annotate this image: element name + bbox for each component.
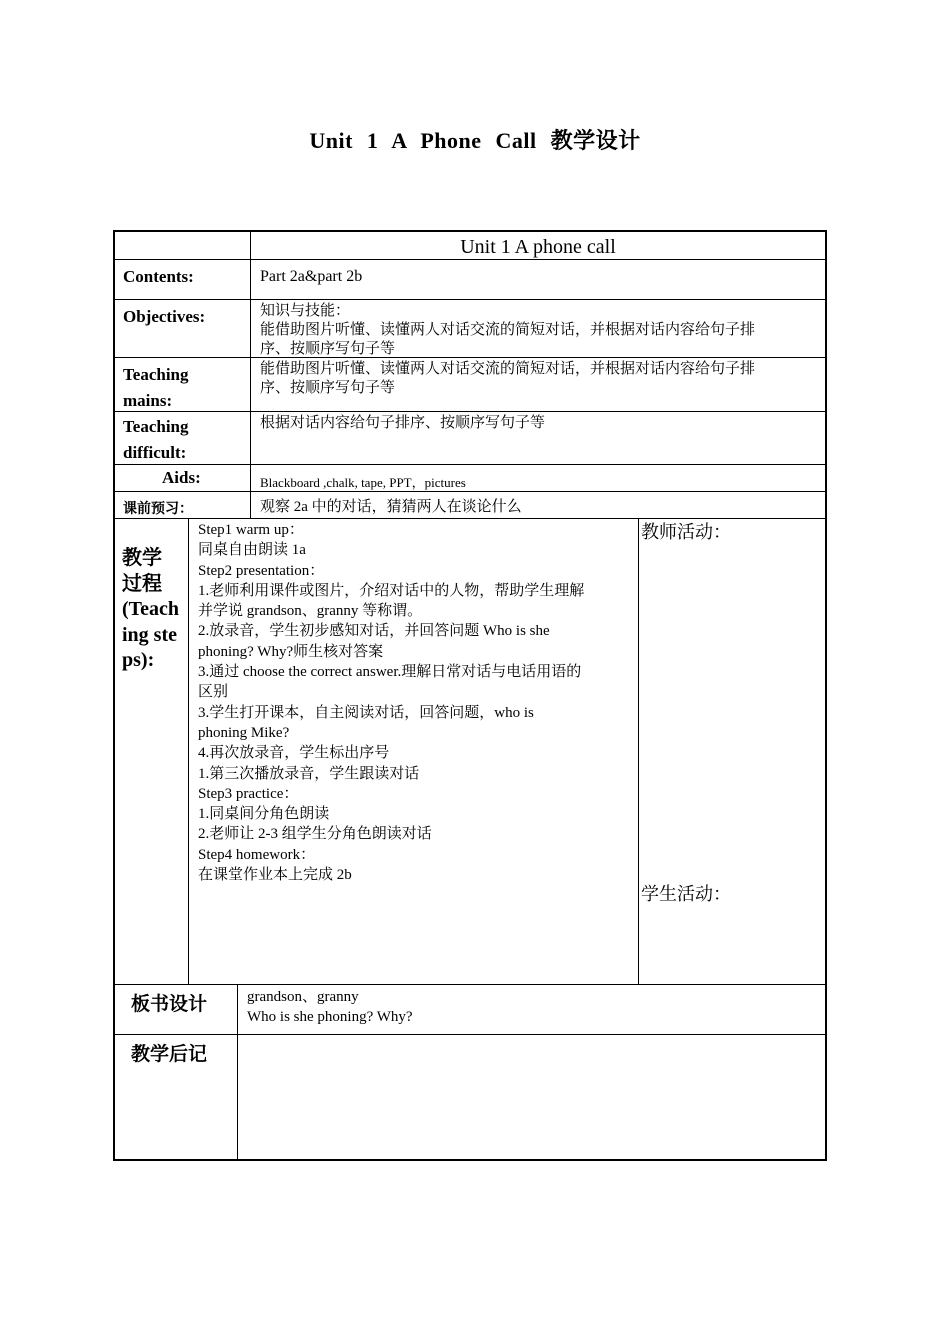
- step-line: 并学说 grandson、granny 等称谓。: [198, 603, 423, 620]
- step-line: 2.老师让 2-3 组学生分角色朗读对话: [198, 826, 432, 843]
- step-line: 区别: [198, 684, 229, 701]
- teaching-mains-label-line: mains:: [123, 391, 173, 410]
- board-design-content: [247, 987, 413, 1027]
- objectives-line: 知识与技能：: [260, 303, 351, 319]
- teaching-mains-label: [123, 362, 189, 414]
- step-line: 2.放录音，学生初步感知对话，并回答问题 Who is she: [198, 623, 550, 640]
- teaching-mains-line: 能借助图片听懂、读懂两人对话交流的简短对话，并根据对话内容给句子排: [260, 361, 756, 377]
- step-line: Step3 practice：: [198, 785, 299, 802]
- reflection-label: 教学后记: [131, 1044, 208, 1065]
- teaching-difficult-label-line: Teaching: [123, 417, 189, 436]
- step-line: Step1 warm up：: [198, 522, 304, 538]
- step-line: Step2 presentation：: [198, 562, 325, 579]
- teaching-difficult-label: [123, 414, 189, 466]
- step-line: phoning? Why?师生核对答案: [198, 643, 384, 660]
- preview-value: 观察 2a 中的对话，猜猜两人在谈论什么: [260, 499, 522, 515]
- objectives-value: [260, 302, 755, 359]
- step-line: 4.再次放录音，学生标出序号: [198, 745, 390, 762]
- student-activity-label: 学生活动：: [641, 884, 731, 904]
- column-divider: [188, 518, 189, 984]
- step-line: 同桌自由朗读 1a: [198, 542, 306, 559]
- table-bottom-border: [113, 1159, 827, 1161]
- column-divider: [250, 231, 251, 518]
- teaching-difficult-label-line: difficult:: [123, 443, 187, 462]
- aids-label: Aids:: [162, 468, 201, 487]
- step-line: Step4 homework：: [198, 846, 316, 863]
- step-line: 3.通过 choose the correct answer.理解日常对话与电话用语的: [198, 664, 582, 681]
- board-design-label: 板书设计: [131, 994, 208, 1015]
- row-divider: [114, 299, 826, 300]
- teaching-mains-line: 序、按顺序写句子等: [260, 380, 396, 396]
- row-divider: [114, 464, 826, 465]
- step-line: 1.第三次播放录音，学生跟读对话: [198, 765, 420, 782]
- teacher-activity-label: 教师活动：: [641, 522, 731, 542]
- teaching-mains-value: [260, 360, 755, 398]
- teaching-difficult-value: 根据对话内容给句子排序、按顺序写句子等: [260, 415, 546, 431]
- step-line: 1.老师利用课件或图片，介绍对话中的人物，帮助学生理解: [198, 582, 585, 599]
- row-divider: [114, 259, 826, 260]
- page-title: Unit 1 A Phone Call 教学设计: [309, 128, 641, 153]
- objectives-label: Objectives:: [123, 307, 206, 326]
- row-divider: [114, 518, 826, 519]
- aids-value: Blackboard ,chalk, tape, PPT，pictures: [260, 475, 466, 490]
- step-line: 3.学生打开课本，自主阅读对话，回答问题，who is: [198, 704, 534, 721]
- step-line: 1.同桌间分角色朗读: [198, 806, 330, 823]
- row-divider: [114, 984, 826, 985]
- table-right-border: [825, 230, 827, 1161]
- contents-value: Part 2a&part 2b: [260, 268, 363, 285]
- teaching-mains-label-line: Teaching: [123, 365, 189, 384]
- column-divider: [237, 984, 238, 1159]
- column-divider: [638, 518, 639, 984]
- objectives-line: 能借助图片听懂、读懂两人对话交流的简短对话，并根据对话内容给句子排: [260, 322, 756, 338]
- table-top-border: [113, 230, 827, 232]
- row-divider: [114, 1034, 826, 1035]
- teaching-steps-list: [198, 520, 634, 885]
- objectives-line: 序、按顺序写句子等: [260, 341, 396, 357]
- board-line: Who is she phoning? Why?: [247, 1009, 413, 1025]
- row-divider: [114, 411, 826, 412]
- table-left-border: [113, 230, 115, 1161]
- teaching-process-label: 教学过程(Teaching steps):: [122, 547, 180, 671]
- step-line: phoning Mike?: [198, 724, 290, 741]
- board-line: grandson、granny: [247, 989, 359, 1005]
- unit-heading: Unit 1 A phone call: [460, 236, 616, 258]
- row-divider: [114, 491, 826, 492]
- contents-label: Contents:: [123, 267, 194, 286]
- preview-label: 课前预习：: [123, 502, 193, 517]
- step-line: 在课堂作业本上完成 2b: [198, 867, 352, 884]
